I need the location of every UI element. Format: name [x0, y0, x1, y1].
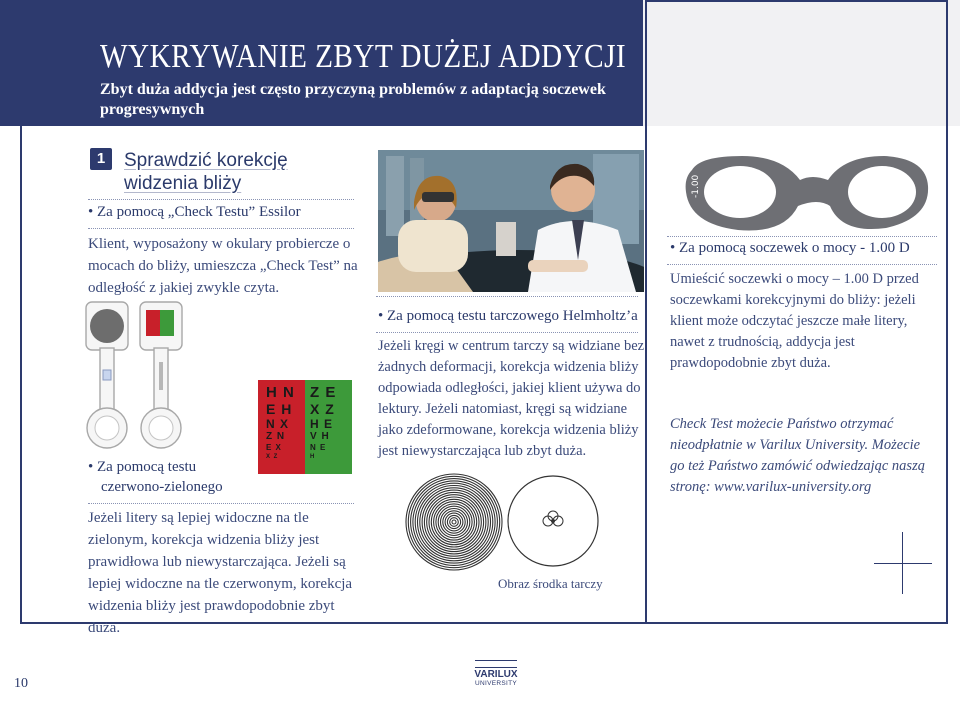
crop-mark-horizontal	[874, 563, 932, 564]
chart-letters-red: E H	[266, 401, 293, 417]
ring	[434, 502, 475, 543]
optometry-exam-photo	[378, 150, 644, 292]
step-title-line2: widzenia bliży	[124, 173, 242, 194]
lens-power-label: -1.00	[691, 174, 701, 198]
chart-letters-red: E X	[266, 443, 282, 452]
red-green-body: Jeżeli litery są lepiej widoczne na tle zielonym, korekcja widzenia bliży jest prawidłowa lub niewystarczająca. Jeżeli są lepiej widoczne na tle czerwonym, korekcja widzenia bliży jest prawdopodobnie zbyt duża.	[88, 510, 353, 636]
logo-wordmark: VARILUX	[474, 669, 518, 680]
divider	[376, 296, 638, 297]
divider	[667, 236, 937, 237]
divider	[88, 228, 354, 229]
crop-mark-vertical	[902, 532, 903, 594]
ring	[406, 474, 502, 570]
chart-letters-red: Z N	[266, 431, 286, 442]
chart-letters-green: X Z	[310, 401, 335, 417]
chart-letters-red: X Z	[266, 454, 279, 460]
step-title-line1: Sprawdzić korekcję	[124, 150, 288, 171]
ring	[450, 518, 459, 527]
ring	[436, 504, 472, 540]
divider	[88, 503, 354, 504]
chart-letters-green: V H	[310, 431, 330, 442]
chart-letters-red: N X	[266, 417, 290, 431]
step-title	[124, 149, 288, 195]
helmholtz-body: Jeżeli kręgi w centrum tarczy są widziane bez żadnych deformacji, korekcja widzenia bliży odpowiada odległości, jakiej klient używa do lektury. Jeżeli natomiast, kręgi są widziane jako zdeformowane, korekcja widzenia bliży jest niewystarczająca lub zbyt duża.	[378, 338, 645, 459]
chart-letters-red: H N	[266, 384, 295, 401]
chart-letters-green: Z E	[310, 384, 337, 401]
red-green-bullet-line2: czerwono-zielonego	[101, 479, 223, 495]
page-number: 10	[14, 676, 28, 691]
ring	[420, 488, 488, 556]
logo-stripes	[475, 660, 517, 668]
chart-letters-green: N E	[310, 443, 327, 452]
dark-circle-target	[90, 309, 124, 343]
target-caption: Obraz środka tarczy	[498, 576, 603, 591]
check-test-card-illustration	[80, 300, 190, 452]
step-number-badge: 1	[90, 148, 112, 170]
logo-subtext: UNIVERSITY	[474, 680, 517, 687]
divider	[667, 264, 937, 265]
helmholtz-bullet: • Za pomocą testu tarczowego Helmholtz’a	[378, 308, 638, 324]
ring	[452, 520, 456, 524]
target-center-view	[506, 474, 600, 568]
varilux-university-logo	[471, 660, 521, 688]
ring	[413, 481, 495, 563]
red-green-bullet-line1: • Za pomocą testu	[88, 459, 197, 475]
ring	[443, 511, 465, 533]
chart-letters-green: H	[310, 454, 316, 460]
red-green-chart	[258, 380, 352, 474]
lenses-body: Umieścić soczewki o mocy – 1.00 D przed soczewkami korekcyjnymi do bliży: jeżeli klient może odczytać jeszcze małe litery, nawet z trudnością, addycja jest prawdopodobnie zbyt duża.	[670, 271, 919, 371]
divider	[376, 332, 638, 333]
check-test-bullet: • Za pomocą „Check Testu” Essilor	[88, 204, 301, 220]
ring	[441, 509, 468, 536]
ring	[429, 497, 479, 547]
lenses-bullet: • Za pomocą soczewek o mocy - 1.00 D	[670, 240, 910, 256]
page-title: WYKRYWANIE ZBYT DUŻEJ ADDYCJI	[100, 38, 627, 75]
ring	[427, 495, 482, 550]
divider	[88, 199, 354, 200]
concentric-rings-target	[404, 472, 504, 572]
page-subtitle: Zbyt duża addycja jest często przyczyną problemów z adaptacją soczewek progresywnych	[100, 81, 606, 118]
lenses-note: Check Test możecie Państwo otrzymać nieodpłatnie w Varilux University. Możecie go też Państwo zamówić odwiedzając naszą stronę: www.varilux-university.org	[670, 416, 925, 495]
trial-lens-clip-illustration	[672, 152, 936, 234]
check-test-body: Klient, wyposażony w okulary probiercze o mocach do bliży, umieszcza „Check Test” na odległość z jakiej zwykle czyta.	[88, 236, 358, 296]
ring	[411, 479, 498, 566]
chart-letters-green: H E	[310, 417, 334, 431]
